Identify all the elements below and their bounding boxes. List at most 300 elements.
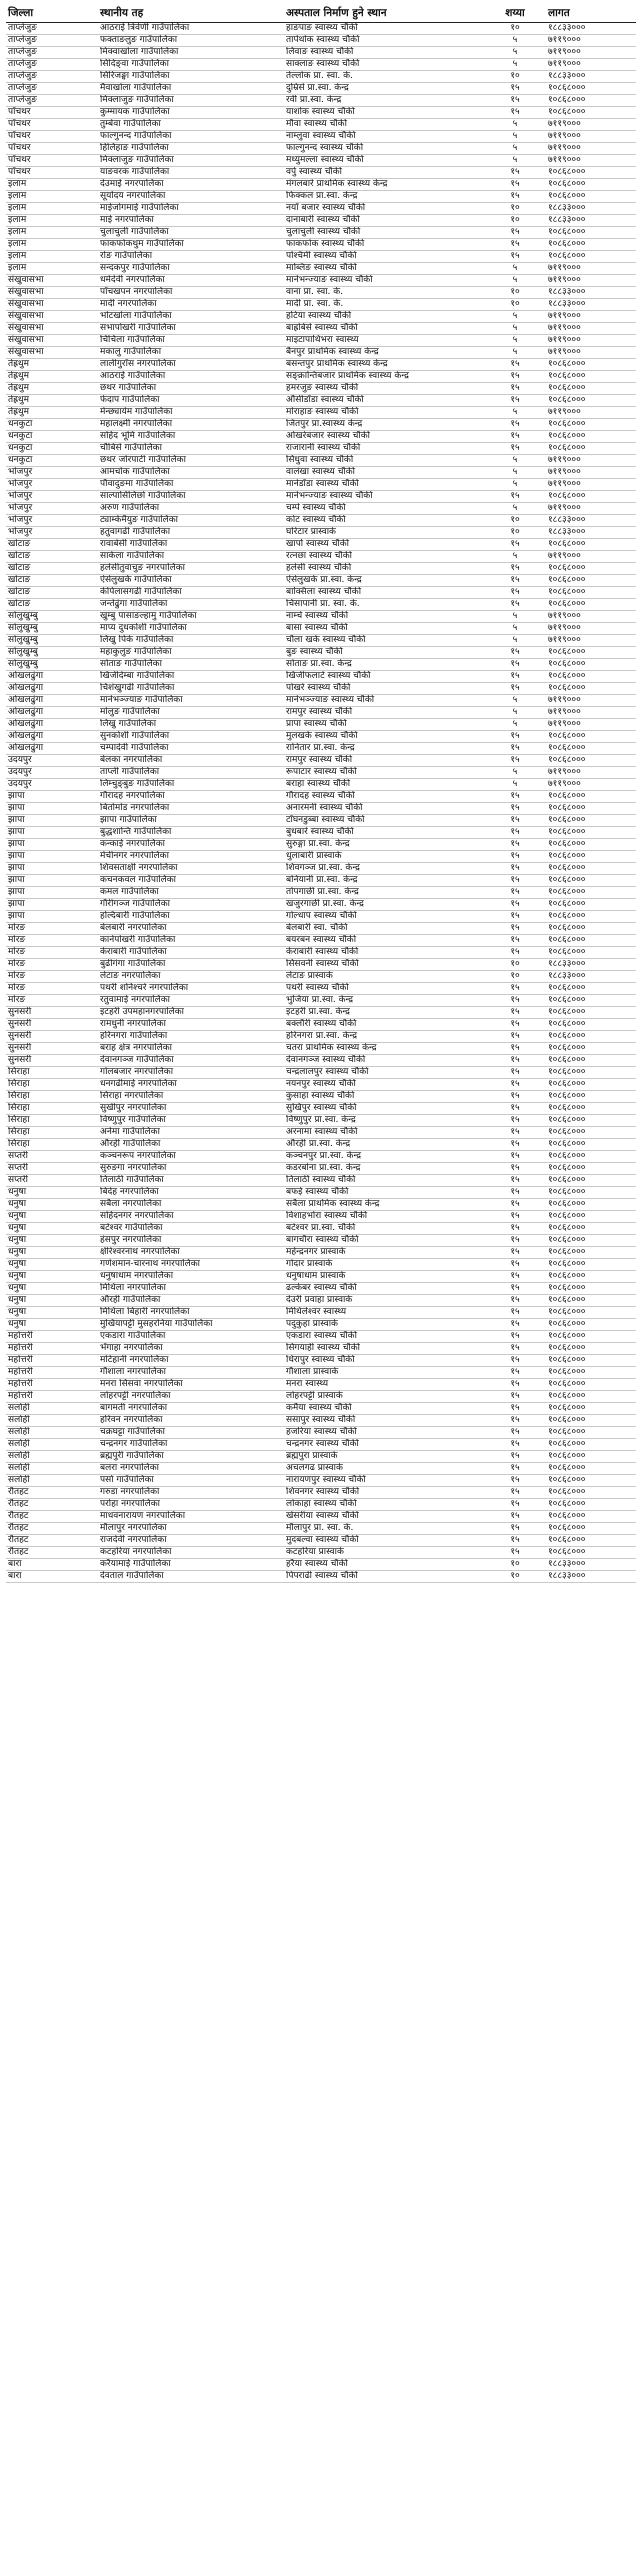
table-row	[6, 815, 636, 827]
cell-cost: १०८६८०००	[546, 563, 636, 575]
cell-beds: १०	[484, 287, 546, 299]
cell-cost: १०८६८०००	[546, 875, 636, 887]
cell-hospital-site: हलेसी स्वास्थ्य चौकी	[284, 563, 484, 575]
cell-local-level: छथर जोरपाटी गाउँपालिका	[98, 455, 284, 467]
cell-local-level: सूर्योदय नगरपालिका	[98, 191, 284, 203]
table-row	[6, 1547, 636, 1559]
cell-hospital-site: बुधबारे स्वास्थ्य चौकी	[284, 827, 484, 839]
cell-district: ओखलढुंगा	[6, 731, 98, 743]
cell-local-level: औरही गाउँपालिका	[98, 1295, 284, 1307]
cell-hospital-site: हरिनगरा प्रा.स्वा. केन्द्र	[284, 1031, 484, 1043]
cell-district: ताप्लेजुङ	[6, 35, 98, 47]
cell-cost: ७११९०००	[546, 611, 636, 623]
table-row	[6, 311, 636, 323]
cell-district: धनकुटा	[6, 431, 98, 443]
cell-beds: ५	[484, 119, 546, 131]
table-row	[6, 635, 636, 647]
cell-district: महोत्तरी	[6, 1367, 98, 1379]
cell-cost: १०८६८०००	[546, 923, 636, 935]
cell-cost: ७११९०००	[546, 155, 636, 167]
header-hospital-site: अस्पताल निर्माण हुने स्थान	[284, 4, 484, 23]
cell-district: तेह्रथुम	[6, 383, 98, 395]
cell-beds: १०	[484, 215, 546, 227]
cell-local-level: मेचीनगर नगरपालिका	[98, 851, 284, 863]
table-body	[6, 23, 636, 1583]
cell-beds: १५	[484, 239, 546, 251]
cell-cost: १०८६८०००	[546, 419, 636, 431]
cell-hospital-site: रवी प्रा.स्वा. केन्द्र	[284, 95, 484, 107]
cell-local-level: सिदिङ्वा गाउँपालिका	[98, 59, 284, 71]
cell-district: इलाम	[6, 191, 98, 203]
cell-district: मोरङ	[6, 959, 98, 971]
table-row	[6, 743, 636, 755]
cell-cost: १०८६८०००	[546, 743, 636, 755]
table-row	[6, 587, 636, 599]
cell-local-level: सिरिजङ्घा गाउँपालिका	[98, 71, 284, 83]
cell-cost: १०८६८०००	[546, 1211, 636, 1223]
cell-cost: १०८६८०००	[546, 839, 636, 851]
cell-district: सोलुखुम्बु	[6, 623, 98, 635]
cell-district: खोटाङ	[6, 587, 98, 599]
cell-cost: १०८६८०००	[546, 1331, 636, 1343]
table-row	[6, 251, 636, 263]
cell-cost: १०८६८०००	[546, 1247, 636, 1259]
cell-hospital-site: तेल्लोक प्रा. स्वा. के.	[284, 71, 484, 83]
cell-hospital-site: पदुकुहा प्रास्वाके	[284, 1319, 484, 1331]
cell-district: रौतहट	[6, 1523, 98, 1535]
cell-beds: ५	[484, 455, 546, 467]
cell-beds: १०	[484, 23, 546, 35]
cell-district: सिराहा	[6, 1139, 98, 1151]
cell-beds: १५	[484, 803, 546, 815]
cell-local-level: मैवाखोला गाउँपालिका	[98, 83, 284, 95]
cell-hospital-site: पिपराढी स्वास्थ्य चौकी	[284, 1571, 484, 1583]
cell-local-level: लिखु पिके गाउँपालिका	[98, 635, 284, 647]
cell-local-level: हंसपुर नगरपालिका	[98, 1235, 284, 1247]
cell-hospital-site: धनुषाधाम प्रास्वाके	[284, 1271, 484, 1283]
table-row	[6, 875, 636, 887]
cell-district: झापा	[6, 863, 98, 875]
cell-beds: १५	[484, 1535, 546, 1547]
table-row	[6, 539, 636, 551]
table-row	[6, 1319, 636, 1331]
cell-beds: १५	[484, 1475, 546, 1487]
cell-local-level: लिखु गाउँपालिका	[98, 719, 284, 731]
cell-hospital-site: नारायणपुर स्वास्थ्य चौकी	[284, 1475, 484, 1487]
cell-district: इलाम	[6, 203, 98, 215]
cell-beds: १५	[484, 659, 546, 671]
cell-district: भोजपुर	[6, 491, 98, 503]
table-row	[6, 851, 636, 863]
table-row	[6, 1343, 636, 1355]
cell-local-level: हरिवन नगरपालिका	[98, 1415, 284, 1427]
cell-local-level: मुखियापट्टी मुसहरनिया गाउँपालिका	[98, 1319, 284, 1331]
cell-beds: १५	[484, 83, 546, 95]
table-row	[6, 611, 636, 623]
cell-hospital-site: पोखरे स्वास्थ्य चौकी	[284, 683, 484, 695]
cell-beds: ५	[484, 623, 546, 635]
cell-local-level: मिथिला बिहारी नगरपालिका	[98, 1307, 284, 1319]
cell-local-level: लालीगुराँस नगरपालिका	[98, 359, 284, 371]
cell-beds: १५	[484, 179, 546, 191]
cell-local-level: चिचिला गाउँपालिका	[98, 335, 284, 347]
cell-hospital-site: साक्लाङ स्वास्थ्य चौकी	[284, 59, 484, 71]
cell-district: धनुषा	[6, 1211, 98, 1223]
cell-beds: १५	[484, 1283, 546, 1295]
table-row	[6, 203, 636, 215]
table-row	[6, 1355, 636, 1367]
cell-beds: १५	[484, 815, 546, 827]
table-row	[6, 1511, 636, 1523]
cell-district: खोटाङ	[6, 599, 98, 611]
cell-beds: १५	[484, 1523, 546, 1535]
table-row	[6, 887, 636, 899]
cell-hospital-site: बफई स्वास्थ्य चौकी	[284, 1187, 484, 1199]
cell-cost: १०८६८०००	[546, 179, 636, 191]
cell-local-level: अर्नमा गाउँपालिका	[98, 1127, 284, 1139]
cell-beds: ५	[484, 335, 546, 347]
cell-cost: १०८६८०००	[546, 1367, 636, 1379]
cell-district: सोलुखुम्बु	[6, 635, 98, 647]
cell-hospital-site: पथरी स्वास्थ्य चौकी	[284, 983, 484, 995]
cell-district: ओखलढुंगा	[6, 695, 98, 707]
cell-cost: १०८६८०००	[546, 1343, 636, 1355]
cell-hospital-site: बराहा स्वास्थ्य चौकी	[284, 779, 484, 791]
cell-district: इलाम	[6, 215, 98, 227]
table-row	[6, 239, 636, 251]
cell-local-level: खुम्बु पासाङल्हामु गाउँपालिका	[98, 611, 284, 623]
cell-cost: ७११९०००	[546, 707, 636, 719]
cell-beds: १५	[484, 1355, 546, 1367]
cell-beds: १५	[484, 1211, 546, 1223]
cell-cost: १०८६८०००	[546, 1163, 636, 1175]
table-row	[6, 1235, 636, 1247]
cell-cost: १०८६८०००	[546, 1043, 636, 1055]
cell-local-level: भोटखोला गाउँपालिका	[98, 311, 284, 323]
cell-cost: १०८६८०००	[546, 1079, 636, 1091]
cell-cost: १०८६८०००	[546, 1307, 636, 1319]
cell-hospital-site: नयनपुर स्वास्थ्य चौकी	[284, 1079, 484, 1091]
cell-hospital-site: महेन्द्रनगर प्रास्वाके	[284, 1247, 484, 1259]
cell-local-level: गौरादह नगरपालिका	[98, 791, 284, 803]
cell-local-level: देवानगञ्ज गाउँपालिका	[98, 1055, 284, 1067]
cell-cost: ७११९०००	[546, 719, 636, 731]
cell-hospital-site: नयाँ बजार स्वास्थ्य चौकी	[284, 203, 484, 215]
cell-district: सर्लाही	[6, 1403, 98, 1415]
cell-cost: १०८६८०००	[546, 851, 636, 863]
cell-beds: १५	[484, 227, 546, 239]
cell-cost: १०८६८०००	[546, 83, 636, 95]
cell-local-level: कचनकवल गाउँपालिका	[98, 875, 284, 887]
cell-cost: ७११९०००	[546, 503, 636, 515]
table-row	[6, 263, 636, 275]
cell-cost: १०८६८०००	[546, 1439, 636, 1451]
table-row	[6, 167, 636, 179]
cell-beds: १५	[484, 1139, 546, 1151]
cell-hospital-site: कडरबोना प्रा.स्वा. केन्द्र	[284, 1163, 484, 1175]
table-row	[6, 659, 636, 671]
table-row	[6, 935, 636, 947]
cell-district: रौतहट	[6, 1499, 98, 1511]
cell-cost: १०८६८०००	[546, 1175, 636, 1187]
cell-district: ओखलढुंगा	[6, 707, 98, 719]
cell-district: पाँचथर	[6, 131, 98, 143]
table-row	[6, 1055, 636, 1067]
cell-district: भोजपुर	[6, 467, 98, 479]
cell-local-level: गणेशमान-चारनाथ नगरपालिका	[98, 1259, 284, 1271]
cell-hospital-site: कटहरिया प्रास्वाके	[284, 1547, 484, 1559]
table-row	[6, 491, 636, 503]
cell-beds: १५	[484, 443, 546, 455]
table-row	[6, 1139, 636, 1151]
cell-local-level: औरही गाउँपालिका	[98, 1139, 284, 1151]
table-row	[6, 1499, 636, 1511]
cell-cost: १८८३३०००	[546, 287, 636, 299]
table-row	[6, 155, 636, 167]
cell-cost: ७११९०००	[546, 347, 636, 359]
table-row	[6, 359, 636, 371]
cell-district: ताप्लेजुङ	[6, 23, 98, 35]
cell-district: सर्लाही	[6, 1475, 98, 1487]
cell-local-level: गौशाला नगरपालिका	[98, 1367, 284, 1379]
cell-beds: १५	[484, 1499, 546, 1511]
cell-district: ओखलढुंगा	[6, 683, 98, 695]
cell-cost: १८८३३०००	[546, 959, 636, 971]
cell-hospital-site: देउरी प्रवाहा प्रास्वाके	[284, 1295, 484, 1307]
cell-district: ताप्लेजुङ	[6, 59, 98, 71]
table-row	[6, 755, 636, 767]
cell-hospital-site: पश्चिमी स्वास्थ्य चौकी	[284, 251, 484, 263]
cell-beds: १५	[484, 359, 546, 371]
table-row	[6, 899, 636, 911]
cell-hospital-site: खार्पा स्वास्थ्य चौकी	[284, 539, 484, 551]
table-row	[6, 323, 636, 335]
cell-cost: १०८६८०००	[546, 1019, 636, 1031]
cell-beds: १५	[484, 1223, 546, 1235]
cell-district: भोजपुर	[6, 527, 98, 539]
cell-beds: १५	[484, 851, 546, 863]
cell-beds: ५	[484, 35, 546, 47]
table-row	[6, 107, 636, 119]
table-row	[6, 839, 636, 851]
cell-cost: १०८६८०००	[546, 803, 636, 815]
table-row	[6, 143, 636, 155]
table-row	[6, 791, 636, 803]
table-row	[6, 467, 636, 479]
cell-cost: १०८६८०००	[546, 191, 636, 203]
cell-hospital-site: दानाबारी स्वास्थ्य चौकी	[284, 215, 484, 227]
cell-hospital-site: मुदबल्वा स्वास्थ्य चौकी	[284, 1535, 484, 1547]
cell-hospital-site: चन्द्रनगर स्वास्थ्य चौकी	[284, 1439, 484, 1451]
table-row	[6, 1163, 636, 1175]
cell-beds: १५	[484, 827, 546, 839]
cell-local-level: सिराहा नगरपालिका	[98, 1091, 284, 1103]
cell-cost: १०८६८०००	[546, 911, 636, 923]
cell-district: खोटाङ	[6, 539, 98, 551]
table-row	[6, 1115, 636, 1127]
cell-district: पाँचथर	[6, 119, 98, 131]
cell-local-level: कन्काई नगरपालिका	[98, 839, 284, 851]
cell-cost: १०८६८०००	[546, 1055, 636, 1067]
cell-hospital-site: फाकफोक स्वास्थ्य चौकी	[284, 239, 484, 251]
cell-hospital-site: नाम्चे स्वास्थ्य चौकी	[284, 611, 484, 623]
cell-cost: १०८६८०००	[546, 1091, 636, 1103]
cell-cost: १८८३३०००	[546, 527, 636, 539]
cell-district: पाँचथर	[6, 143, 98, 155]
cell-local-level: माप्य दुधकोशी गाउँपालिका	[98, 623, 284, 635]
cell-beds: १५	[484, 1487, 546, 1499]
cell-hospital-site: विशाहभोरा स्वास्थ्य चौकी	[284, 1211, 484, 1223]
cell-local-level: चिशंखुगढी गाउँपालिका	[98, 683, 284, 695]
cell-beds: ५	[484, 779, 546, 791]
cell-cost: १०८६८०००	[546, 935, 636, 947]
cell-hospital-site: प्रापा स्वास्थ्य चौकी	[284, 719, 484, 731]
cell-district: सर्लाही	[6, 1427, 98, 1439]
cell-district: संखुवासभा	[6, 335, 98, 347]
cell-cost: ७११९०००	[546, 635, 636, 647]
cell-local-level: पौवादुङमा गाउँपालिका	[98, 479, 284, 491]
table-row	[6, 767, 636, 779]
cell-beds: १५	[484, 1343, 546, 1355]
cell-hospital-site: एकडारा स्वास्थ्य चौकी	[284, 1331, 484, 1343]
cell-hospital-site: अनारमनी स्वास्थ्य चौकी	[284, 803, 484, 815]
cell-hospital-site: तोपगाछी प्रा.स्वा. केन्द्र	[284, 887, 484, 899]
cell-cost: १०८६८०००	[546, 1511, 636, 1523]
cell-beds: ५	[484, 503, 546, 515]
table-row	[6, 215, 636, 227]
cell-local-level: लिम्चुङ्बुङ गाउँपालिका	[98, 779, 284, 791]
cell-beds: १५	[484, 1175, 546, 1187]
cell-local-level: साकेला गाउँपालिका	[98, 551, 284, 563]
table-row	[6, 947, 636, 959]
cell-beds: ५	[484, 635, 546, 647]
cell-beds: १५	[484, 1019, 546, 1031]
cell-hospital-site: देवानगञ्ज स्वास्थ्य चौकी	[284, 1055, 484, 1067]
cell-beds: १५	[484, 1067, 546, 1079]
cell-district: झापा	[6, 827, 98, 839]
cell-cost: ७११९०००	[546, 47, 636, 59]
cell-district: धनुषा	[6, 1223, 98, 1235]
cell-local-level: कञ्चनरूप नगरपालिका	[98, 1151, 284, 1163]
table-row	[6, 599, 636, 611]
cell-district: ओखलढुंगा	[6, 719, 98, 731]
cell-local-level: फाल्गुनन्द गाउँपालिका	[98, 131, 284, 143]
cell-district: महोत्तरी	[6, 1343, 98, 1355]
cell-cost: ७११९०००	[546, 323, 636, 335]
table-row	[6, 1175, 636, 1187]
table-row	[6, 575, 636, 587]
cell-local-level: बटेश्वर गाउँपालिका	[98, 1223, 284, 1235]
cell-hospital-site: चौला खर्क स्वास्थ्य चौकी	[284, 635, 484, 647]
cell-local-level: बागमती नगरपालिका	[98, 1403, 284, 1415]
cell-cost: १०८६८०००	[546, 1139, 636, 1151]
cell-beds: १५	[484, 875, 546, 887]
cell-cost: १०८६८०००	[546, 731, 636, 743]
table-row	[6, 515, 636, 527]
cell-cost: १०८६८०००	[546, 1535, 636, 1547]
cell-local-level: हिलिहाङ गाउँपालिका	[98, 143, 284, 155]
cell-local-level: सन्दकपुर गाउँपालिका	[98, 263, 284, 275]
cell-district: धनुषा	[6, 1283, 98, 1295]
table-row	[6, 911, 636, 923]
cell-district: मोरङ	[6, 923, 98, 935]
cell-beds: १५	[484, 95, 546, 107]
table-row	[6, 731, 636, 743]
cell-district: ताप्लेजुङ	[6, 95, 98, 107]
cell-hospital-site: ओखरेबजार स्वास्थ्य चौकी	[284, 431, 484, 443]
cell-local-level: हरिनगरा गाउँपालिका	[98, 1031, 284, 1043]
table-row	[6, 1079, 636, 1091]
table-row	[6, 1127, 636, 1139]
cell-beds: १५	[484, 995, 546, 1007]
cell-cost: १८८३३०००	[546, 203, 636, 215]
cell-district: सप्तरी	[6, 1151, 98, 1163]
cell-cost: ७११९०००	[546, 407, 636, 419]
cell-local-level: ताप्ली गाउँपालिका	[98, 767, 284, 779]
cell-district: संखुवासभा	[6, 323, 98, 335]
cell-district: सिराहा	[6, 1079, 98, 1091]
cell-cost: ७११९०००	[546, 311, 636, 323]
cell-district: ताप्लेजुङ	[6, 83, 98, 95]
table-row	[6, 419, 636, 431]
cell-district: उदयपुर	[6, 767, 98, 779]
cell-cost: १०८६८०००	[546, 1115, 636, 1127]
table-row	[6, 179, 636, 191]
cell-district: सोलुखुम्बु	[6, 647, 98, 659]
cell-district: भोजपुर	[6, 479, 98, 491]
cell-beds: ५	[484, 611, 546, 623]
cell-district: तेह्रथुम	[6, 371, 98, 383]
cell-beds: १५	[484, 107, 546, 119]
cell-cost: १०८६८०००	[546, 647, 636, 659]
cell-local-level: मिथिला नगरपालिका	[98, 1283, 284, 1295]
cell-hospital-site: बाक्सिला स्वास्थ्य चौकी	[284, 587, 484, 599]
cell-hospital-site: सोताङ प्रा.स्वा. केन्द्र	[284, 659, 484, 671]
cell-cost: १८८३३०००	[546, 515, 636, 527]
cell-local-level: धनगढीमाई नगरपालिका	[98, 1079, 284, 1091]
cell-cost: १०८६८०००	[546, 1223, 636, 1235]
cell-hospital-site: मानेभञ्ज्याङ स्वास्थ्य चौकी	[284, 695, 484, 707]
cell-district: धनकुटा	[6, 455, 98, 467]
table-row	[6, 1007, 636, 1019]
cell-hospital-site: खजुरगाछी प्रा.स्वा. केन्द्र	[284, 899, 484, 911]
table-row	[6, 1199, 636, 1211]
cell-hospital-site: मानेभन्ज्याङ स्वास्थ्य चौकी	[284, 275, 484, 287]
cell-beds: ५	[484, 767, 546, 779]
cell-beds: १०	[484, 527, 546, 539]
cell-local-level: क्षीरेश्वरनाथ नगरपालिका	[98, 1247, 284, 1259]
cell-beds: १५	[484, 1259, 546, 1271]
table-row	[6, 1247, 636, 1259]
table-row	[6, 1187, 636, 1199]
cell-cost: १०८६८०००	[546, 995, 636, 1007]
table-row	[6, 71, 636, 83]
cell-cost: १०८६८०००	[546, 491, 636, 503]
cell-local-level: मानेभञ्ज्याङ गाउँपालिका	[98, 695, 284, 707]
cell-local-level: हतुवागढी गाउँपालिका	[98, 527, 284, 539]
cell-local-level: परोहा नगरपालिका	[98, 1499, 284, 1511]
cell-cost: १८८३३०००	[546, 1559, 636, 1571]
cell-district: मोरङ	[6, 971, 98, 983]
cell-local-level: चक्रघट्टा गाउँपालिका	[98, 1427, 284, 1439]
cell-beds: १५	[484, 983, 546, 995]
cell-district: झापा	[6, 803, 98, 815]
cell-local-level: याङवरक गाउँपालिका	[98, 167, 284, 179]
cell-cost: १०८६८०००	[546, 791, 636, 803]
cell-cost: १०८६८०००	[546, 239, 636, 251]
cell-hospital-site: शिवनगर स्वास्थ्य चौकी	[284, 1487, 484, 1499]
cell-local-level: धनुषाधाम नगरपालिका	[98, 1271, 284, 1283]
